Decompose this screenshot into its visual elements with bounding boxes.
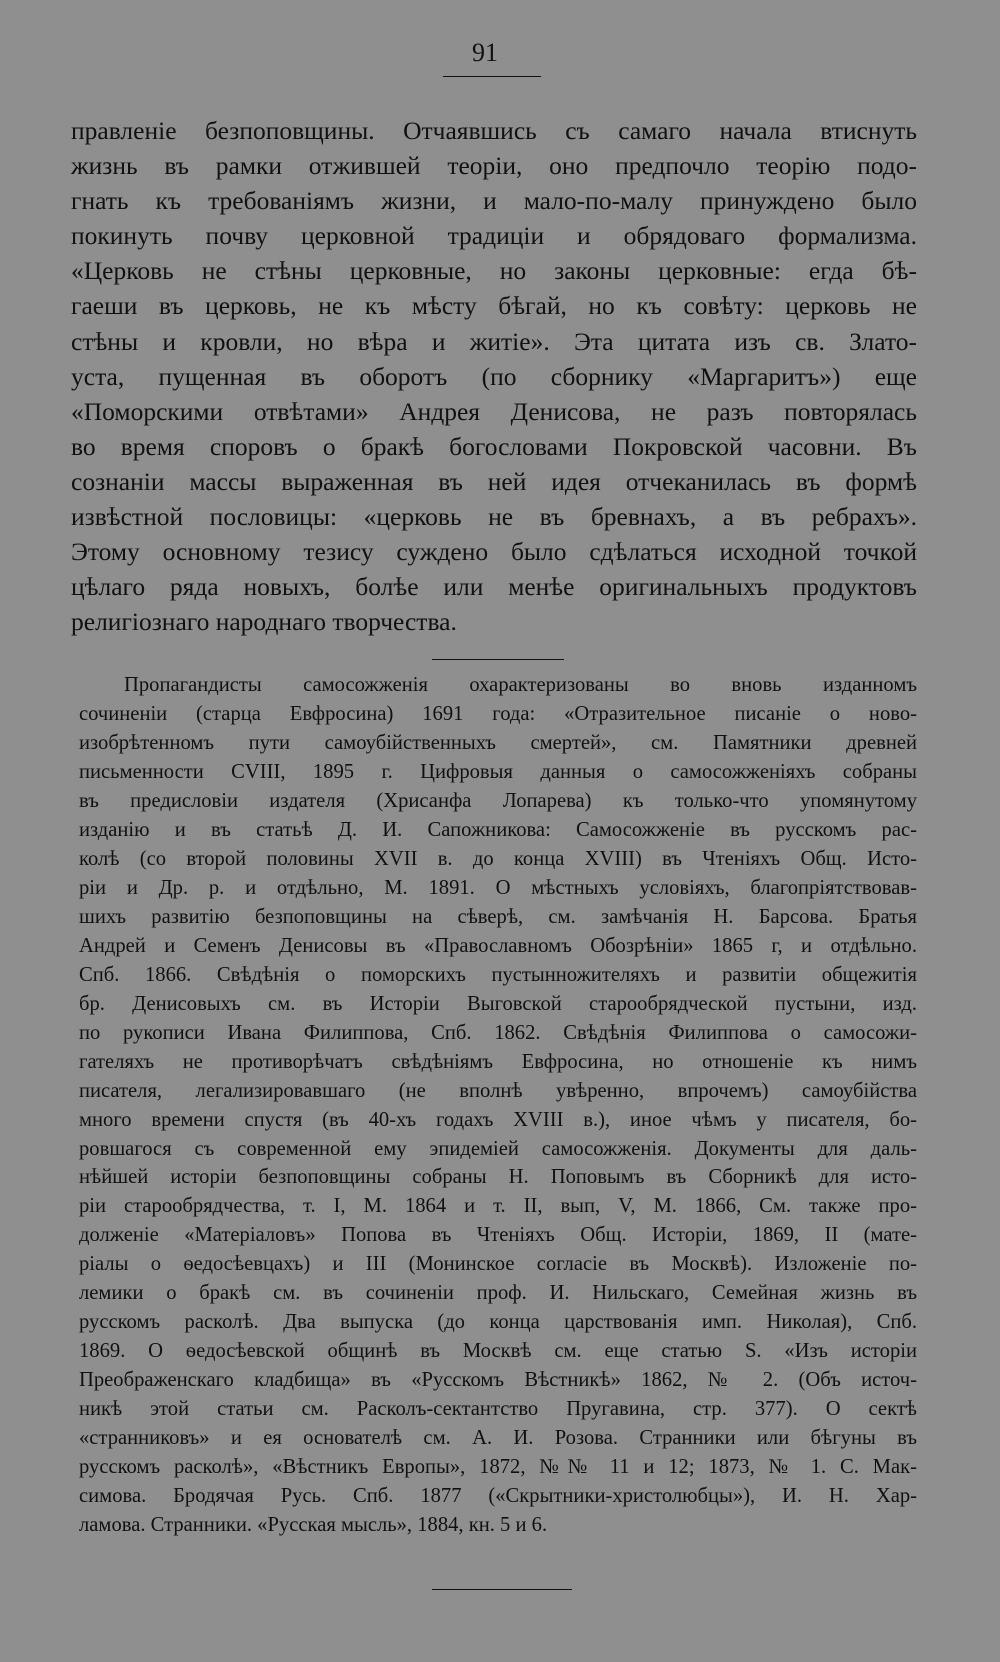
footnote-line: 1869. О ѳедосѣевской общинѣ въ Москвѣ см. еще статью S. «Изъ исторіи [79,1340,917,1363]
footnote-line: Пропагандисты самосожженія охарактеризованы во вновь изданномъ [124,674,917,696]
footnote-line: ламова. Странники. «Русская мысль», 1884, кн. 5 и 6. [79,1514,548,1537]
footnote-line: письменности CVIII, 1895 г. Цифровыя данныя о самосожженіяхъ собраны [79,760,917,783]
footnote-line: сочиненіи (старца Евфросина) 1691 года: «Отразительное писаніе о ново- [79,702,917,725]
footnote-line: лемики о бракѣ см. въ сочиненіи проф. И. Нильскаго, Семейная жизнь въ [79,1282,917,1305]
footnote-line: Спб. 1866. Свѣдѣнія о поморскихъ пустынножителяхъ и развитіи общежитія [79,963,917,986]
footnote-line: Преображенскаго кладбища» въ «Русскомъ Вѣстникѣ» 1862, № 2. (Объ источ- [79,1369,917,1392]
footnote-line: нѣйшей исторіи безпоповщины собраны Н. Поповымъ въ Сборникѣ для исто- [79,1166,917,1189]
main-text-line: религіознаго народнаго творчества. [71,607,457,637]
footnote-line: никѣ этой статьи см. Расколъ-сектантство Пругавина, стр. 377). О сектѣ [79,1398,917,1421]
footnote-line: въ предисловіи издателя (Хрисанфа Лопарева) къ только-что упомянутому [79,789,917,812]
footnote-line: колѣ (со второй половины XVII в. до конца XVIII) въ Чтеніяхъ Общ. Исто- [79,847,917,870]
footnote-line: писателя, легализировавшаго (не вполнѣ увѣренно, впрочемъ) самоубійства [79,1079,917,1102]
main-text-line: «Поморскими отвѣтами» Андрея Денисова, не разъ повторялась [71,396,917,426]
footnote-line: ріалы о ѳедосѣевцахъ) и III (Монинское согласіе въ Москвѣ). Изложеніе по- [79,1253,917,1276]
main-text-line: правленіе безпоповщины. Отчаявшись съ самаго начала втиснуть [71,116,917,145]
footnote-line: русскомъ расколѣ», «Вѣстникъ Европы», 1872, №№ 11 и 12; 1873, № 1. С. Мак- [79,1456,917,1479]
footnote-line: бр. Денисовыхъ см. въ Исторіи Выговской старообрядческой пустыни, изд. [79,992,917,1015]
main-text-line: уста, пущенная въ оборотъ (по сборнику «Маргаритъ») еще [71,361,917,391]
main-text-line: жизнь въ рамки отжившей теоріи, оно предпочло теорію подо- [71,151,917,181]
main-text-line: цѣлаго ряда новыхъ, болѣе или менѣе оригинальныхъ продуктовъ [71,572,917,602]
footnote-line: шихъ развитію безпоповщины на сѣверѣ, см. замѣчанія Н. Барсова. Братья [79,905,917,928]
page-number: 91 [472,38,498,67]
footnote-text [79,671,917,1540]
main-text-line: во время споровъ о бракѣ богословами Покровской часовни. Въ [71,431,917,461]
footnote-line: долженіе «Матеріаловъ» Попова въ Чтеніяхъ Общ. Исторіи, 1869, II (мате- [79,1224,917,1247]
main-text-line: сознаніи массы выраженная въ ней идея отчеканилась въ формѣ [71,466,917,496]
footnote-separator [432,659,564,660]
main-text-line: извѣстной пословицы: «церковь не въ бревнахъ, а въ ребрахъ». [71,502,917,532]
main-text-line: гаеши въ церковь, не къ мѣсту бѣгай, но къ совѣту: церковь не [71,291,917,321]
footnote-line: ріи и Др. р. и отдѣльно, М. 1891. О мѣстныхъ условіяхъ, благопріятствовав- [79,876,917,899]
page-number-underline [443,76,541,77]
footnote-line: «странниковъ» и ея основателѣ см. А. И. Розова. Странники или бѣгуны въ [79,1427,917,1450]
main-text-line: Этому основному тезису суждено было сдѣлаться исходной точкой [71,537,917,567]
footnote-line: русскомъ расколѣ. Два выпуска (до конца царствованія имп. Николая), Спб. [79,1311,917,1334]
footnote-line: Андрей и Семенъ Денисовы въ «Православномъ Обозрѣніи» 1865 г, и отдѣльно. [79,934,917,957]
footnote-line: по рукописи Ивана Филиппова, Спб. 1862. Свѣдѣнія Филиппова о самосожи- [79,1021,917,1044]
footnote-line: ровшагося съ современной ему эпидеміей самосожженія. Документы для даль- [79,1137,917,1160]
footnote-line: изобрѣтенномъ пути самоубійственныхъ смертей», см. Памятники древней [79,731,917,754]
footnote-line: гателяхъ не противорѣчатъ свѣдѣніямъ Евфросина, но отношеніе къ нимъ [79,1050,917,1073]
end-rule [432,1589,572,1590]
footnote-line: ріи старообрядчества, т. I, М. 1864 и т. II, вып, V, М. 1866, См. также про- [79,1195,917,1218]
main-text-line: гнать къ требованіямъ жизни, и мало-по-малу принуждено было [71,186,917,216]
footnote-line: много времени спустя (въ 40-хъ годахъ XVIII в.), иное чѣмъ у писателя, бо- [79,1108,917,1131]
footnote-line: симова. Бродячая Русь. Спб. 1877 («Скрытники-христолюбцы»), И. Н. Хар- [79,1485,917,1508]
main-text-line: покинуть почву церковной традиціи и обрядоваго формализма. [71,221,917,251]
main-text [71,113,917,639]
main-text-line: «Церковь не стѣны церковные, но законы церковные: егда бѣ- [71,256,917,286]
footnote-line: изданію и въ статьѣ Д. И. Сапожникова: Самосожженіе въ русскомъ рас- [79,818,917,841]
main-text-line: стѣны и кровли, но вѣра и житіе». Эта цитата изъ св. Злато- [71,326,917,356]
